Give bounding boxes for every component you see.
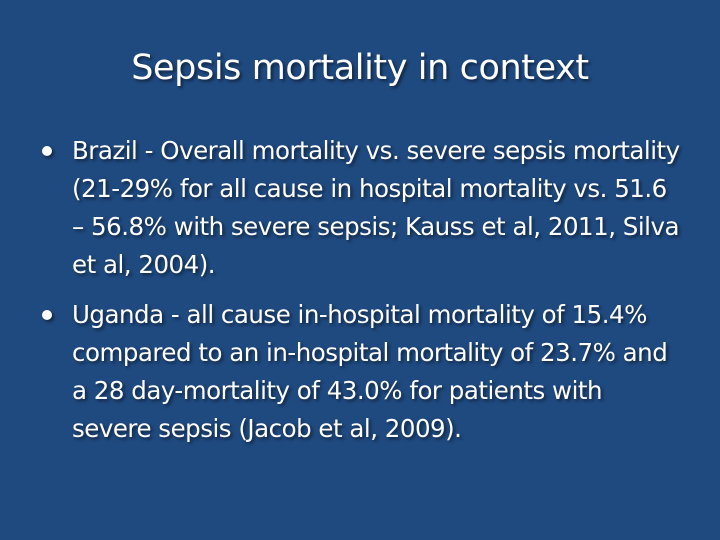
bullet-item-uganda: [0, 296, 682, 448]
bullet-dot-icon: [42, 146, 52, 156]
bullet-item-brazil: [0, 132, 682, 284]
bullet-dot-icon: [42, 310, 52, 320]
bullet-text: Uganda - all cause in-hospital mortality of 15.4% compared to an in-hospital mortality of 23.7% and a 28 day-mortality of 43.0% for patients with severe sepsis (Jacob et al, 2009).: [72, 300, 668, 443]
bullet-list: [0, 132, 720, 460]
bullet-text: Brazil - Overall mortality vs. severe sepsis mortality (21-29% for all cause in hospital mortality vs. 51.6 – 56.8% with severe sepsis; Kauss et al, 2011, Silva et al, 2004).: [72, 136, 680, 279]
slide-title: Sepsis mortality in context: [131, 48, 589, 88]
